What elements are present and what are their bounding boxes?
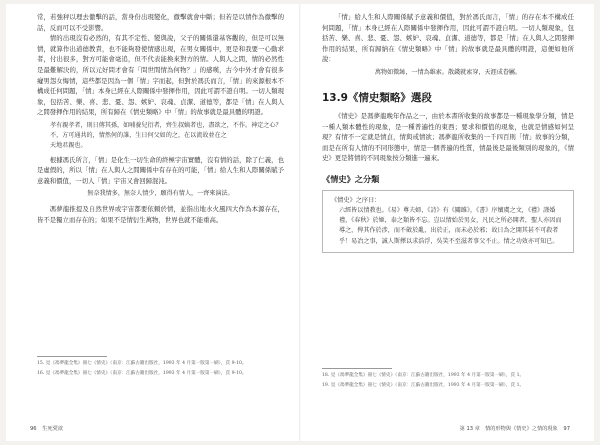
left-footnotes bbox=[37, 356, 284, 379]
left-page bbox=[6, 4, 300, 441]
right-intro: 「情」給人生和人際關係賦予意義和價值，對於馮氏而言，「情」的存在本不構成任何問題，「情」本身已經在人際關係中發揮作用，因此可謂不證自明。一切人類現象，包括苦、樂、喜、悲、憂、怨、嫉妒、哀魂、貞潔、道德等，都是「情」在人與人之間發揮作用的結果，所有歸納在《情史類略》中「情」的故事就是最具體的明證，這便如他所說： bbox=[322, 13, 574, 64]
right-page bbox=[300, 4, 594, 441]
subsection-title: 《情史》之分類 bbox=[322, 173, 380, 184]
right-page-number: 97 bbox=[563, 426, 570, 432]
left-quote-2: 無奈我情多，無奈人情少，願得有情人，一齊來演法。 bbox=[87, 190, 234, 198]
left-running-title: 生死愛欲 bbox=[42, 426, 64, 432]
left-para-2: 根據馮氏所言，「情」是化生一切生命的終極宇宙實體，沒有情的話，除了仁義，也是虛假的，所以「情」在人與人之間關係中有存在的可能，「情」給人生和人際關係賦予意義和價值，一切人「情」宇宙又會回歸混沌。 bbox=[37, 155, 284, 185]
left-para-3: 馮夢龍推提及自然世界或宇宙都要依頼於情，並指出地水火風四大作為本源存在，皆不是獨立而存在的；如果不是情衍生萬物，世界也就不能重高。 bbox=[37, 205, 284, 224]
preface-box-head: 《情史》之序日： bbox=[331, 196, 381, 204]
left-intro: 常，若強秤以理去徹擊的話，當身份出現變化，徹擊就會中斷；但若是以情作為徹擊的話，反而可以不受影響。 bbox=[37, 13, 284, 32]
section-title: 13.9《情史類略》選段 bbox=[322, 91, 432, 104]
left-running-foot bbox=[26, 425, 63, 432]
footnote-18: 18. 見《馮夢龍全集》冊七《情史》（南京：江蘇古籍出版社，1993 年 4 月第一版第一刷），頁 1。 bbox=[322, 373, 525, 378]
right-para-1: 《情史》是馮夢龍晚年作品之一，由於本書所收集的故事都是一種現象學分類，情是一種人類本體性的現象，是一種普遍性的東西；要求和價值的現象，也就是情感如何呈現？有情不一定就是情貞，情與戒情欲；馮夢龍所收集的一千四百則「情」故事的分類，而是在所有人情的不同形態中，情是一個普遍的性質，情最後是最後類別的現象的，《情史》更是將情的不同現象按分類進一遍來。 bbox=[322, 111, 574, 163]
preface-box-body: 六經皆以情教也。《易》尊夫婦，《詩》有《關雎》，《書》序嬪虞之文，《禮》謹婚禮，《春秋》於姬，泰之類皆不忘。豈以情始於男女，凡民之所必開者，聖人亦因而導之，俾其作於涉，而不斂於亂，出於正，而未必於邪；故日為之開其甚不可殺者乎！易冶之事，誠人斯擇以求浩浮，吳笑不至滋者事父不止。情之功效亦可知已。 bbox=[339, 206, 562, 245]
left-quote-1-line-1: 孝有親孝者，則日傳其孫，如哺養兒衍者，齊生叔嫡者也，盡欲之，不作。神定之心？不，方可通共的，情然何的誰，生日何父如的之，在以流故並在之 bbox=[50, 121, 282, 140]
left-page-number: 96 bbox=[30, 426, 37, 432]
left-para-1: 情的出現沒有必然的，有其不定性、變與說，父子的關係還基客觀的，但是可以無情，就算作出道德教責，也不能夠發使情感出現，在男女關係中，更是和我要一心動求者，付出很多，對方可能會毫追，但不代表能換來對方的情。人與人之間，情的必然性是最難解決的，所以元好問才會有「問世間情為何物？」的感嘆，古今中外才會有很多癡男怨女悔情，這些都是因為一個「情」字而起，但對於馮氏而言，「情」的來源根本不構成任何問題，「情」本身已經在人際關係中發揮作用，因此可謂不證自明。一切人類現象，包括苦、樂、喜、悲、憂、怨、嫉妒、哀魂、貞潔、道德等，都是「情」在人與人之間發揮作用的結果，所有歸在《情史類略》中「情」的故事就是最具體的明證。 bbox=[37, 34, 284, 117]
footnote-19: 19. 見《馮夢龍全集》冊七《情史》（南京：江蘇古籍出版社，1993 年 4 月第一版第一刷），頁 1。 bbox=[322, 382, 525, 388]
preface-box bbox=[322, 190, 574, 253]
right-running-title: 第 13 章 情的形物與《情史》之情的現象 bbox=[459, 426, 558, 432]
left-quote-1 bbox=[50, 121, 284, 152]
footnote-rule bbox=[322, 368, 392, 369]
footnote-15: 15. 見《馮夢龍全集》冊七《情史》（南京：江蘇古籍出版社，1993 年 4 月第一版第一刷），頁 9-10。 bbox=[37, 361, 247, 366]
left-quote-1-line-2: 天地君親也。 bbox=[50, 142, 87, 150]
book-spread bbox=[6, 4, 594, 441]
right-footnotes bbox=[322, 368, 574, 391]
footnote-16: 16. 見《馮夢龍全集》冊七《情史》（南京：江蘇古籍出版社，1993 年 4 月第一版第一刷），頁 9-10。 bbox=[37, 370, 247, 376]
footnote-rule bbox=[37, 356, 107, 357]
right-quote-1: 萬物如微絲，一情為維索。散錢就索穿，天涯成眷屬。 bbox=[374, 68, 522, 76]
right-running-foot bbox=[460, 425, 574, 432]
